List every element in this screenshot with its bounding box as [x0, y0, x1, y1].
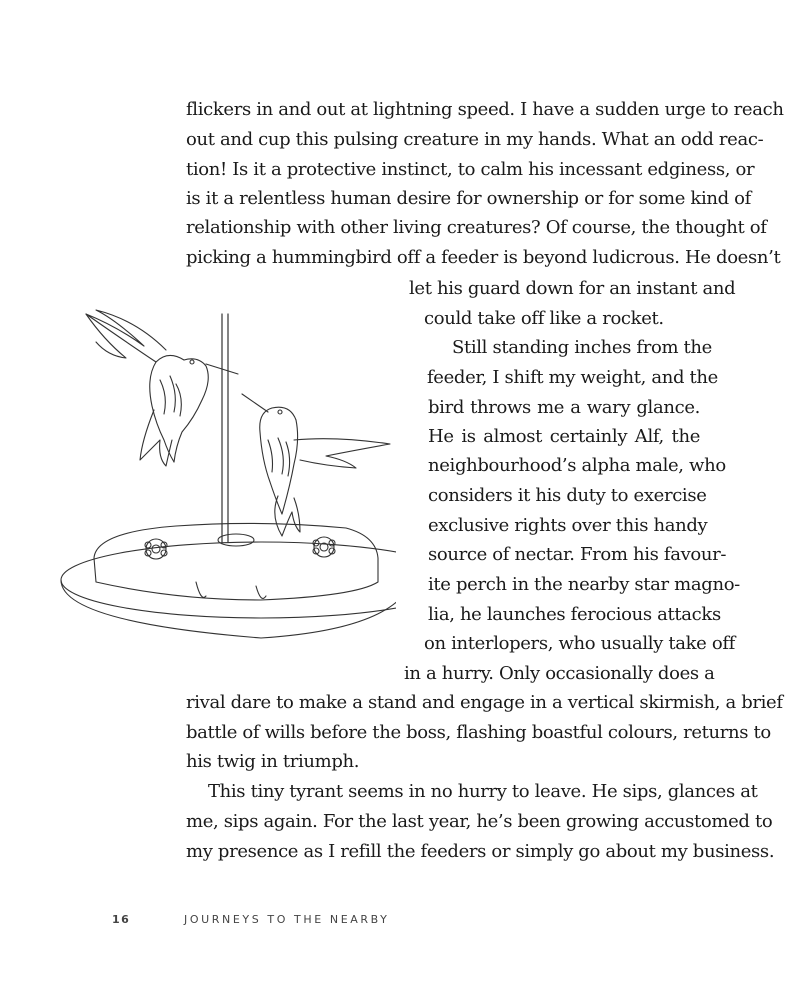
text-line: considers it his duty to exercise	[428, 485, 707, 506]
text-line: his twig in triumph.	[186, 751, 360, 772]
text-line: my presence as I refill the feeders or simply go about my business.	[186, 841, 775, 862]
text-line: battle of wills before the boss, flashing boastful colours, returns to	[186, 722, 771, 743]
text-line: Still standing inches from the	[452, 337, 712, 358]
text-line: exclusive rights over this handy	[428, 515, 708, 536]
running-head: JOURNEYS TO THE NEARBY	[184, 913, 390, 926]
hummingbird-right	[242, 394, 390, 536]
text-line: me, sips again. For the last year, he’s been growing accustomed to	[186, 811, 773, 832]
page-number: 16	[112, 913, 131, 926]
text-line: rival dare to make a stand and engage in a vertical skirmish, a brief	[186, 692, 783, 713]
text-line: feeder, I shift my weight, and the	[427, 367, 718, 388]
feeder-tray	[61, 542, 396, 618]
text-line: neighbourhood’s alpha male, who	[428, 455, 726, 476]
text-line: tion! Is it a protective instinct, to calm his incessant edginess, or	[186, 159, 755, 180]
text-line: This tiny tyrant seems in no hurry to leave. He sips, glances at	[208, 781, 758, 802]
text-line: ite perch in the nearby star magno-	[428, 574, 740, 595]
text-line: in a hurry. Only occasionally does a	[404, 663, 715, 684]
text-line: on interlopers, who usually take off	[424, 633, 735, 654]
text-line: let his guard down for an instant and	[409, 278, 736, 299]
text-line: picking a hummingbird off a feeder is beyond ludicrous. He doesn’t	[186, 247, 781, 268]
text-line: lia, he launches ferocious attacks	[428, 604, 721, 625]
hummingbird-left	[86, 310, 238, 466]
text-line: bird throws me a wary glance.	[428, 397, 700, 418]
text-line: flickers in and out at lightning speed. I have a sudden urge to reach	[186, 99, 784, 120]
text-line: source of nectar. From his favour-	[428, 544, 727, 565]
text-line: could take off like a rocket.	[424, 308, 664, 329]
feeder-port-flower-right	[313, 537, 335, 557]
text-line: He is almost certainly Alf, the	[428, 426, 700, 447]
text-line: is it a relentless human desire for ownership or for some kind of	[186, 188, 751, 209]
text-line: out and cup this pulsing creature in my hands. What an odd reac-	[186, 129, 764, 150]
hummingbird-feeder-illustration	[56, 300, 396, 670]
text-line: relationship with other living creatures? Of course, the thought of	[186, 217, 767, 238]
